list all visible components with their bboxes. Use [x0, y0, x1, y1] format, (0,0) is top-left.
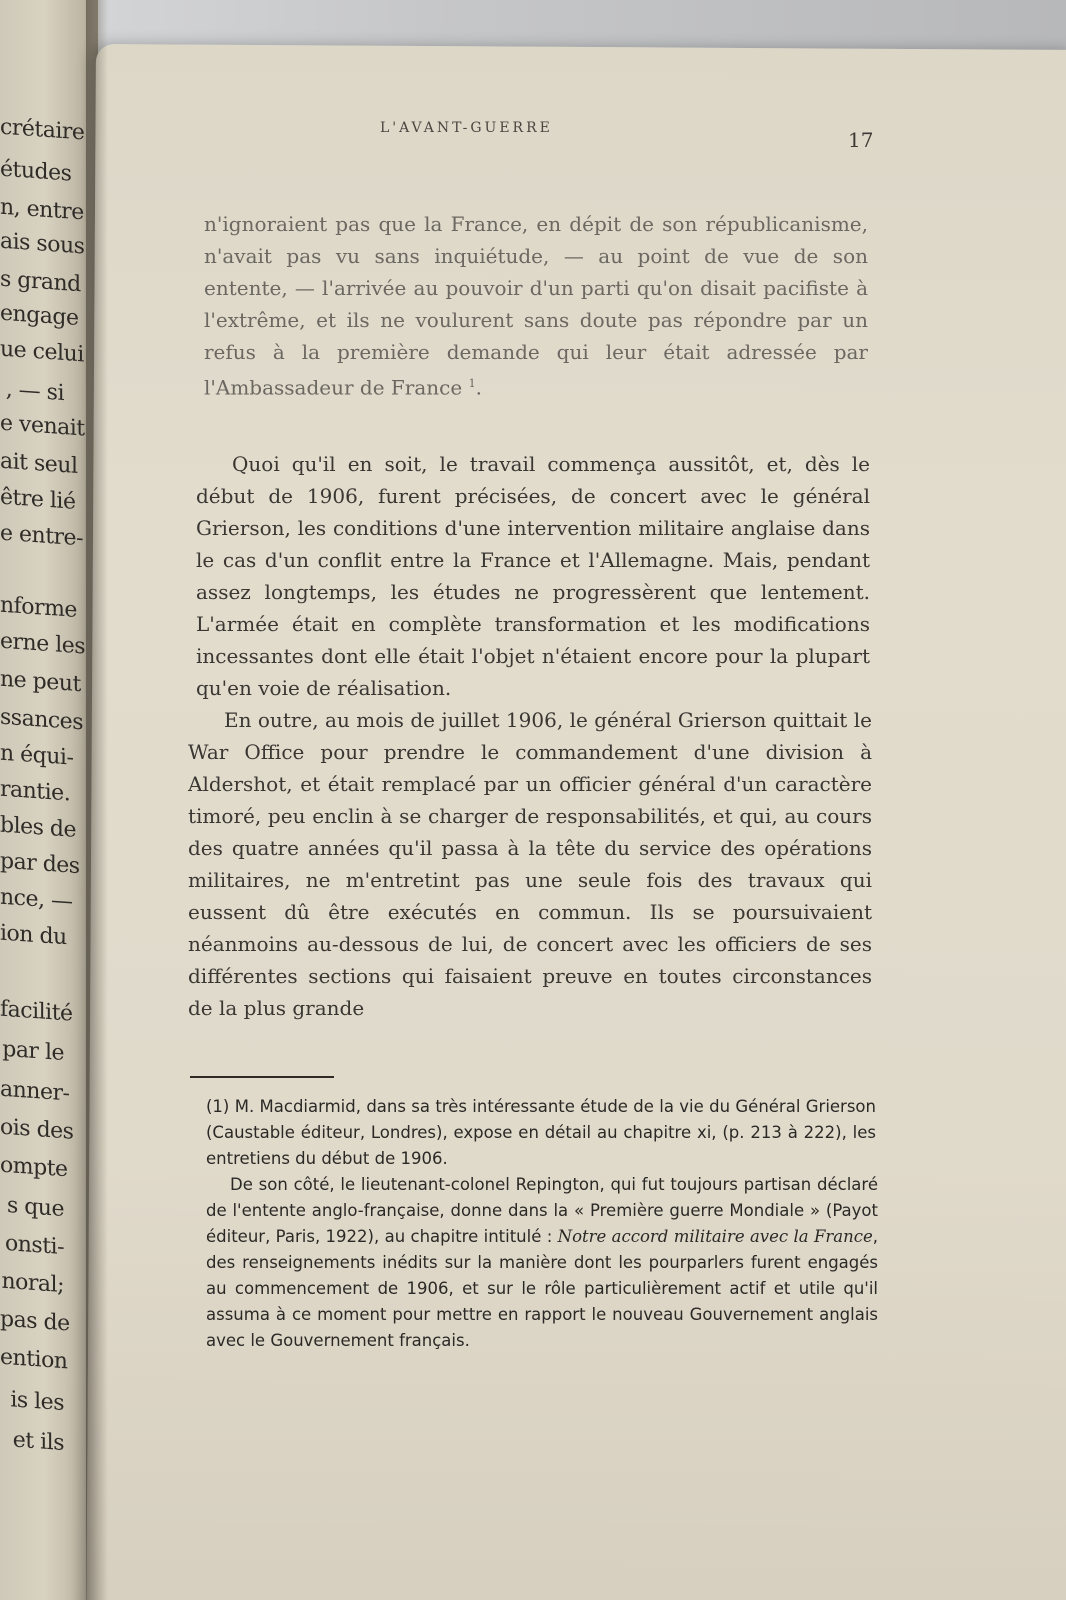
- footnote: [206, 1172, 878, 1354]
- left-page-fragment: bles de: [0, 812, 77, 843]
- left-page-fragment: études: [0, 156, 72, 187]
- left-page-fragment: e venait: [0, 410, 85, 442]
- left-page-fragment: nce, —: [0, 884, 73, 915]
- left-page-fragment: n équi-: [0, 740, 74, 771]
- left-page-fragment: s grand: [0, 266, 81, 298]
- left-page-fragment: pas de: [0, 1306, 70, 1337]
- left-page-fragment: e entre-: [0, 520, 84, 552]
- paragraph: [196, 448, 870, 704]
- footnote-text: (1) M. Macdiarmid, dans sa très intéressante étude de la vie du Général Grierson (Caustable éditeur, Londres), expose en détail au chapitre xi, (p. 213 à 222), les entretiens du début de 1906.: [206, 1097, 876, 1168]
- footnote-rule: [190, 1076, 334, 1078]
- footnote-marker: 1: [468, 377, 476, 390]
- footnote-text: , des renseignements inédits sur la manière dont les pourparlers furent engagés au commencement de 1906, et sur le rôle particulièrement actif et utile qu'il assuma à ce moment pour mettre en rapport le nouveau Gouvernement anglais avec le Gouvernement français.: [206, 1227, 879, 1350]
- left-page-fragment: ompte: [0, 1152, 68, 1183]
- left-page-fragment: crétaire: [0, 114, 85, 146]
- left-page: [0, 0, 98, 1600]
- left-page-fragment: erne les: [0, 628, 86, 660]
- left-page-fragment: rantie.: [0, 776, 71, 807]
- left-page-fragment: is les: [10, 1387, 64, 1417]
- left-page-fragment: anner-: [0, 1076, 70, 1107]
- page-number: 17: [848, 128, 874, 152]
- left-page-fragment: facilité: [0, 996, 73, 1027]
- left-page-fragment: , — si: [5, 376, 64, 407]
- left-page-fragment: par des: [0, 848, 80, 880]
- left-page-fragment: ention: [0, 1344, 68, 1375]
- left-page-fragment: ue celui: [0, 336, 84, 368]
- left-page-fragment: ssances: [0, 704, 83, 736]
- paragraph-text: Quoi qu'il en soit, le travail commença aussitôt, et, dès le début de 1906, furent précisées, de concert avec le général Grierson, les conditions d'une intervention militaire anglaise dans le cas d'un conflit entre la France et l'Allemagne. Mais, pendant assez longtemps, les études ne progressèrent que lentement. L'armée était en complète transformation et les modifications incessantes dont elle était l'objet n'étaient encore pour la plupart qu'en voie de réalisation.: [196, 452, 870, 700]
- left-page-fragment: par le: [2, 1036, 64, 1067]
- left-page-fragment: ion du: [0, 920, 67, 951]
- book-gutter: [86, 0, 108, 1600]
- paragraph: [188, 704, 872, 1024]
- paragraph-continued: n'ignoraient pas que la France, en dépit de son républicanisme, n'avait pas vu sans inquiétude, — au point de vue de son entente, — l'arrivée au pouvoir d'un parti qu'on disait pacifiste à l'extrême, et ils ne voulurent sans doute pas répondre par un refus à la première demande qui leur était adressée par l'Ambassadeur de France $^1$.: [204, 212, 868, 400]
- left-page-fragment: ois des: [0, 1114, 74, 1145]
- left-page-fragment: onsti-: [4, 1230, 64, 1261]
- footnote-italic-title: Notre accord militaire avec la France: [557, 1227, 873, 1246]
- paragraph-text: n'ignoraient pas que la France, en dépit de son républicanisme, n'avait pas vu sans inquiétude, — au point de vue de son entente, — l'arrivée au pouvoir d'un parti qu'on disait pacifiste à l'extrême, et ils ne voulurent sans doute pas répondre par un refus à la première demande qui leur était adressée par l'Ambassadeur de France: [204, 212, 868, 400]
- left-page-fragment: noral;: [1, 1268, 64, 1299]
- left-page-fragment: nforme: [0, 592, 77, 623]
- left-page-fragment: n, entre: [0, 194, 84, 226]
- left-page-fragment: ait seul: [0, 448, 78, 479]
- left-page-fragment: ne peut: [0, 666, 81, 698]
- footnote-text: De son côté, le lieutenant-colonel Repington, qui fut toujours partisan déclaré de l'entente anglo-française, donne dans la « Première guerre Mondiale » (Payot éditeur, Paris, 1922), au chapitre intitulé :: [206, 1175, 878, 1246]
- left-page-fragment: s que: [6, 1193, 64, 1223]
- paragraph-text: En outre, au mois de juillet 1906, le général Grierson quittait le War Office pour prendre le commandement d'une division à Aldershot, et était remplacé par un officier général d'un caractère timoré, peu enclin à se charger de responsabilités, et qui, au cours des quatre années qu'il passa à la tête du service des opérations militaires, ne m'entretint pas une seule fois des travaux qui eussent dû être exécutés en commun. Ils se poursuivaient néanmoins au-dessous de lui, de concert avec les officiers de ses différentes sections qui faisaient preuve en toutes circonstances de la plus grande: [188, 708, 872, 1020]
- footnote: [206, 1094, 876, 1172]
- running-head: L'AVANT-GUERRE: [380, 120, 553, 136]
- left-page-fragment: ais sous: [0, 228, 85, 260]
- left-page-fragment: et ils: [12, 1427, 64, 1457]
- left-page-fragment: être lié: [0, 484, 76, 515]
- left-page-fragment: engage: [0, 300, 79, 332]
